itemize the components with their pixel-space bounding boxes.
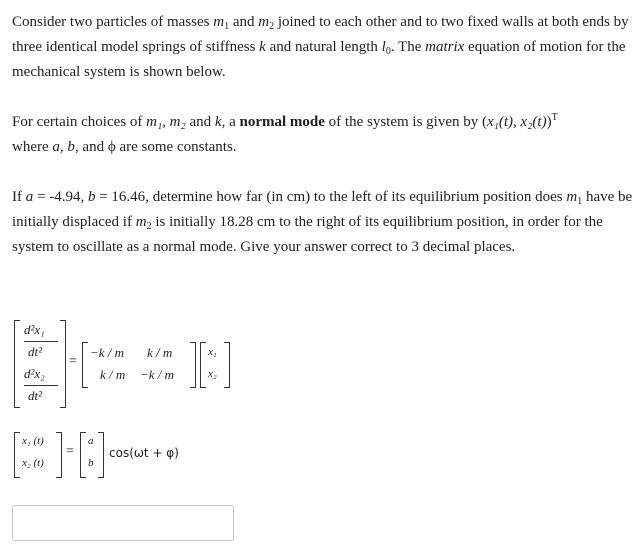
var-m1: m: [213, 14, 225, 30]
text: ): [546, 114, 552, 130]
equation-of-motion: [12, 318, 242, 410]
cos-term: cos(ωt + φ): [109, 446, 179, 460]
text: For certain choices of: [12, 114, 147, 130]
text: is initially 18.28 cm to the right of its equilibrium position, in order for the system to oscillate as a normal mode. Give your answer correct to 3 decimal places.: [12, 214, 603, 255]
vars-m1-m2: m₁, m₂: [146, 114, 186, 130]
right-bracket: [60, 320, 66, 408]
sub: 1: [224, 21, 230, 32]
coef-a: a: [88, 435, 94, 447]
den-dt2: dt²: [28, 344, 43, 359]
consts: a, b,: [52, 139, 79, 155]
text: equation of motion for the mechanical system is shown below.: [12, 39, 626, 80]
vector-x1: x₁: [208, 346, 217, 358]
matrix-left-bracket: [82, 342, 88, 388]
ab-left-bracket: [80, 432, 86, 478]
sub: 2: [146, 221, 152, 232]
text: , determine how far (in cm) to the left of its equilibrium position does: [145, 189, 567, 205]
var-k: k: [214, 114, 222, 130]
fraction-line: [24, 341, 58, 342]
text: have be initially displaced if: [12, 189, 633, 230]
right-bracket: [56, 432, 62, 478]
var-k: k: [259, 39, 266, 55]
var-a: a: [25, 189, 34, 205]
vector-left-bracket: [200, 342, 206, 388]
ab-right-bracket: [98, 432, 104, 478]
vars-x: x₁(t), x₂(t): [487, 114, 547, 130]
text: of the system is given by (: [324, 114, 487, 130]
var-m2: m: [258, 14, 270, 30]
equals-sign: =: [66, 444, 74, 459]
normal-mode-equation: [12, 430, 212, 478]
var-m1: m: [566, 189, 578, 205]
text: and: [229, 14, 259, 30]
vector-right-bracket: [224, 342, 230, 388]
sub: 0: [385, 46, 391, 57]
text: Consider two particles of masses: [12, 14, 214, 30]
var-l: l: [381, 39, 386, 55]
matrix-m22: −k / m: [140, 367, 175, 382]
matrix-m11: −k / m: [90, 345, 125, 360]
matrix-word: matrix: [425, 39, 465, 55]
problem-intro: [12, 10, 634, 85]
left-bracket: [14, 432, 20, 478]
matrix-m12: k / m: [147, 345, 173, 360]
coef-b: b: [88, 457, 94, 469]
question-paragraph: [12, 185, 634, 260]
transpose: T: [551, 112, 558, 123]
var-phi: ϕ: [107, 139, 116, 155]
sub: 2: [269, 21, 275, 32]
fraction-line: [24, 385, 58, 386]
text: . The: [390, 39, 426, 55]
text: where: [12, 139, 53, 155]
text: and natural length: [265, 39, 382, 55]
left-bracket: [14, 320, 20, 408]
den-dt2: dt²: [28, 388, 43, 403]
text: , a: [221, 114, 240, 130]
text: If: [12, 189, 26, 205]
normal-mode-paragraph: [12, 110, 634, 160]
x2-of-t: x₂ (t): [22, 457, 44, 469]
matrix-m21: k / m: [100, 367, 126, 382]
vector-x2: x₂: [208, 368, 217, 380]
matrix-right-bracket: [190, 342, 196, 388]
var-b: b: [87, 189, 96, 205]
text: joined to each other and to two fixed walls at both ends by three identical model springs of stiffness: [12, 14, 629, 55]
x1-of-t: x₁ (t): [22, 435, 44, 447]
text: are some constants.: [115, 139, 237, 155]
sub: 1: [577, 196, 583, 207]
var-m2: m: [135, 214, 147, 230]
value-b: = 16.46: [95, 189, 146, 205]
equals-sign: =: [69, 354, 77, 369]
text: and: [185, 114, 215, 130]
text: and: [78, 139, 108, 155]
num-d2x2: d²x₂: [24, 366, 45, 381]
num-d2x1: d²x₁: [24, 322, 45, 337]
value-a: = -4.94,: [33, 189, 88, 205]
normal-mode-bold: normal mode: [239, 114, 325, 130]
answer-input[interactable]: [12, 505, 234, 541]
